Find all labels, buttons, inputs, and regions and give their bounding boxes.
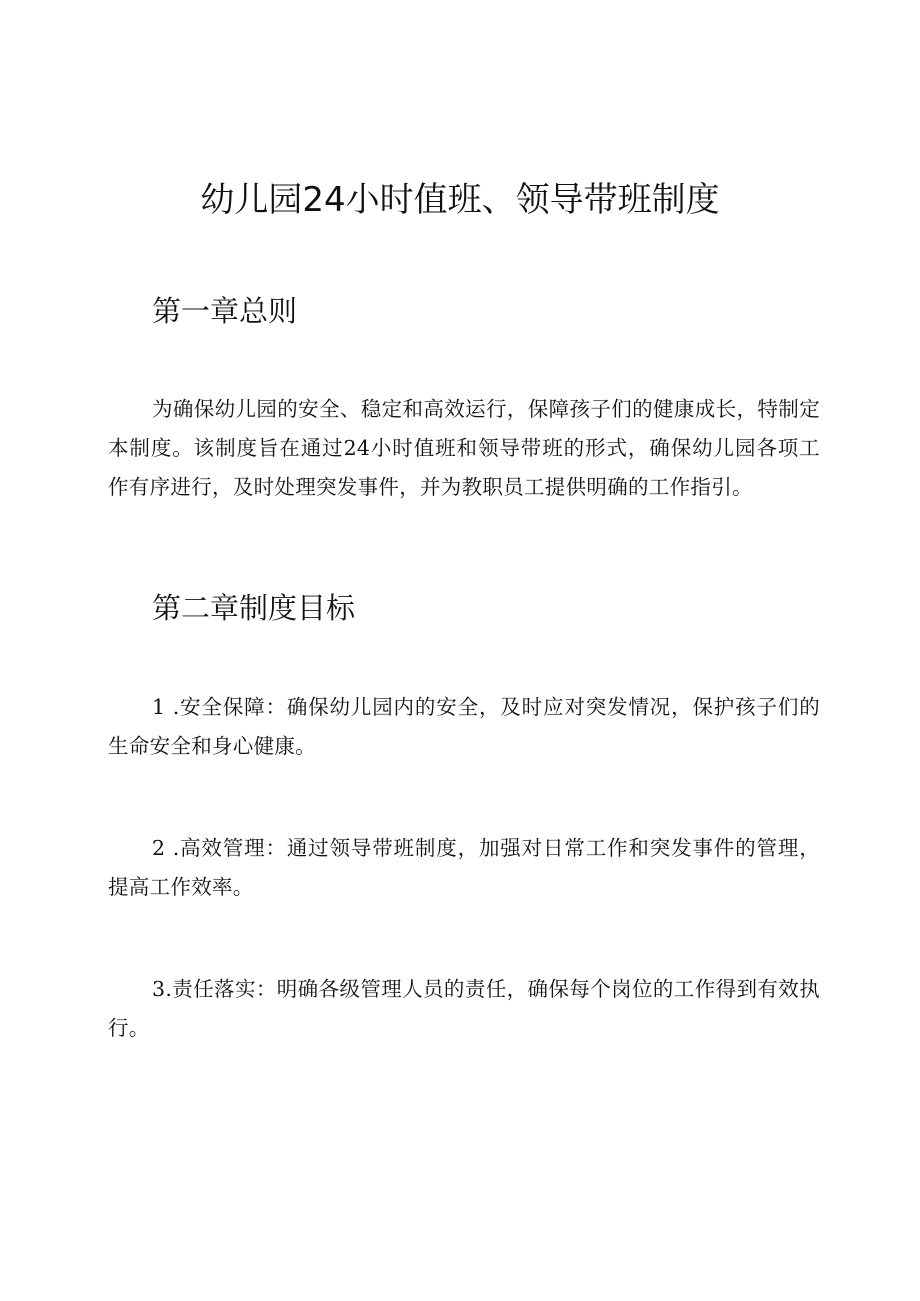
document-title: 幼儿园24小时值班、领导带班制度 <box>200 180 720 220</box>
chapter-2-heading: 第二章制度目标 <box>152 591 356 625</box>
chapter-1-paragraph: 为确保幼儿园的安全、稳定和高效运行，保障孩子们的健康成长，特制定本制度。该制度旨在通过24小时值班和领导带班的形式，确保幼儿园各项工作有序进行，及时处理突发事件，并为教职员工提供明确的工作指引。 <box>108 397 820 499</box>
goal-item-2: 2 .高效管理：通过领导带班制度，加强对日常工作和突发事件的管理，提高工作效率。 <box>108 836 820 899</box>
goal-item-3: 3.责任落实：明确各级管理人员的责任，确保每个岗位的工作得到有效执行。 <box>108 977 820 1040</box>
chapter-1-heading: 第一章总则 <box>152 294 298 328</box>
goal-item-1: 1 .安全保障：确保幼儿园内的安全，及时应对突发情况，保护孩子们的生命安全和身心健康。 <box>108 695 820 758</box>
